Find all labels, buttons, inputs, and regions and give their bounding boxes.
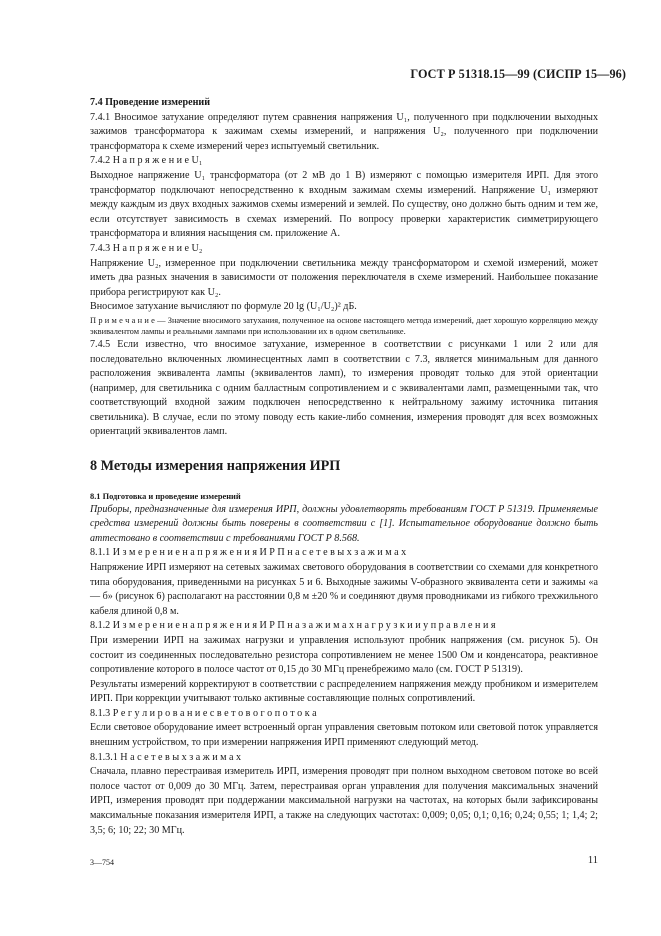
heading-8-1-3: 8.1.3 Р е г у л и р о в а н и е с в е т о в о г о п о т о к а: [90, 707, 317, 719]
section-8-title: 8 Методы измерения напряжения ИРП: [90, 458, 341, 475]
note: [90, 315, 598, 338]
para-7-4-3: Напряжение U₂, измеренное при подключении светильника между трансформатором и схемой измерений, может иметь два разных значения в зависимости от положения переключателя в схеме измерений. Наибольшее показание прибора регистрируют как U₂.: [90, 257, 598, 298]
page-number: 11: [587, 855, 598, 866]
section-7-4-title: 7.4 Проведение измерений: [90, 97, 211, 108]
standard-header: ГОСТ Р 51318.15—99 (СИСПР 15—96): [410, 67, 626, 81]
para-7-4-1: 7.4.1 Вносимое затухание определяют путем сравнения напряжения U₁, полученного при подключении выходных зажимов трансформатора к зажимам схемы измерений, и напряжения U₂, полученного при подключении трансформатора к схеме измерений через испытуемый светильник.: [90, 111, 598, 152]
para-8-1-1: Напряжение ИРП измеряют на сетевых зажимах светового оборудования в соответствии со схемами для конкретного типа оборудования, приведенными на рисунках 5 и 6. Выходные зажимы V-образного эквивалента сети и зажимы «а — б» (рисунок 6) располагают на расстоянии 0,8 м ±20 % и соединяют двумя проводниками из гибкого трехжильного кабеля длиной 0,8 м.: [90, 561, 598, 617]
para-8-1-3-1: Сначала, плавно перестраивая измеритель ИРП, измерения проводят при полном выходном световом потоке во всей полосе частот от 0,009 до 30 МГц. Затем, перестраивая орган управления для получения максимальных значений ИРП, измерения проводят при поддержании максимальной нагрузки на частотах, на которых были зафиксированы максимальные показания измерителя ИРП, а также на следующих частотах: 0,009; 0,05; 0,1; 0,16; 0,24; 0,55; 1; 1,4; 2; 3,5; 6; 10; 22; 30 МГц.: [90, 766, 598, 836]
heading-8-1-3-1: 8.1.3.1 Н а с е т е в ы х з а ж и м а х: [90, 751, 242, 763]
subsection-8-1-title: 8.1 Подготовка и проведение измерений: [90, 492, 241, 502]
footer-code: 3—754: [90, 858, 114, 867]
page-body: [90, 96, 598, 838]
para-8-1-3: Если световое оборудование имеет встроенный орган управления световым потоком или световой поток управляется внешним устройством, то при измерении напряжения ИРП применяют следующий метод.: [90, 722, 598, 749]
note-text: Значение вносимого затухания, полученное на основе настоящего метода измерений, дает хорошую корреляцию между эквивалентом лампы и реальными лампами при использовании их в одном светильнике.: [90, 315, 598, 337]
heading-7-4-2: 7.4.2 Н а п р я ж е н и е U₁: [90, 155, 203, 167]
heading-8-1-2: 8.1.2 И з м е р е н и е н а п р я ж е н и я И Р П н а з а ж и м а х н а г р у з к и и у п р а в л е н и я: [90, 620, 496, 632]
para-8-1-2b: Результаты измерений корректируют в соответствии с распределением напряжения между пробником и измерителем ИРП. При коррекции учитывают только активные составляющие полных сопротивлений.: [90, 678, 598, 705]
heading-8-1-1: 8.1.1 И з м е р е н и е н а п р я ж е н и я И Р П н а с е т е в ы х з а ж и м а х: [90, 547, 407, 559]
para-8-1-italic: Приборы, предназначенные для измерения ИРП, должны удовлетворять требованиям ГОСТ Р 51319. Применяемые средства измерений должны быть поверены в соответствии с [1]. Испытательное оборудование должно быть аттестовано в соответствии с требованиями ГОСТ Р 8.568.: [90, 503, 598, 544]
para-8-1-2a: При измерении ИРП на зажимах нагрузки и управления используют пробник напряжения (см. рисунок 5). Он состоит из соединенных последовательно резистора сопротивлением не менее 1500 Ом и конденсатора, реактивное сопротивление которого в полосе частот от 0,15 до 30 МГц пренебрежимо мало (см. ГОСТ Р 51319).: [90, 634, 598, 676]
para-7-4-2: Выходное напряжение U₁ трансформатора (от 2 мВ до 1 В) измеряют с помощью измерителя ИРП. Для этого трансформатор подключают непосредственно к входным зажимам схемы измерений. Напряжение U₁ измеряют между каждым из двух входных зажимов схемы измерений и землей. По существу, оно должно быть одним и тем же, если отсутствует зависимость в схемах измерений. По вопросу проверки характеристик симметрирующего трансформатора и влияния насыщения см. приложение А.: [90, 169, 598, 240]
para-formula: Вносимое затухание вычисляют по формуле 20 lg (U₁/U₂)² дБ.: [90, 301, 357, 313]
note-label: П р и м е ч а н и е —: [90, 315, 166, 325]
heading-7-4-3: 7.4.3 Н а п р я ж е н и е U₂: [90, 242, 203, 254]
para-7-4-5: 7.4.5 Если известно, что вносимое затухание, измеренное в соответствии с рисунками 1 или 2 или для последовательно включенных люминесцентных ламп в соответствии с 7.3, является минимальным для данного расположения эквивалента лампы (эквивалентов ламп), то измерения проводят только для этой ориентации (например, для светильника с одним балластным сопротивлением и с эквивалентами ламп, размещенными так, что соответствующий входной зажим подключен непосредственно к нейтральному зажиму источника питания светильника). В случае, если по этому поводу есть какие-либо сомнения, измерения проводят для всех возможных ориентаций эквивалентов ламп.: [90, 338, 598, 438]
